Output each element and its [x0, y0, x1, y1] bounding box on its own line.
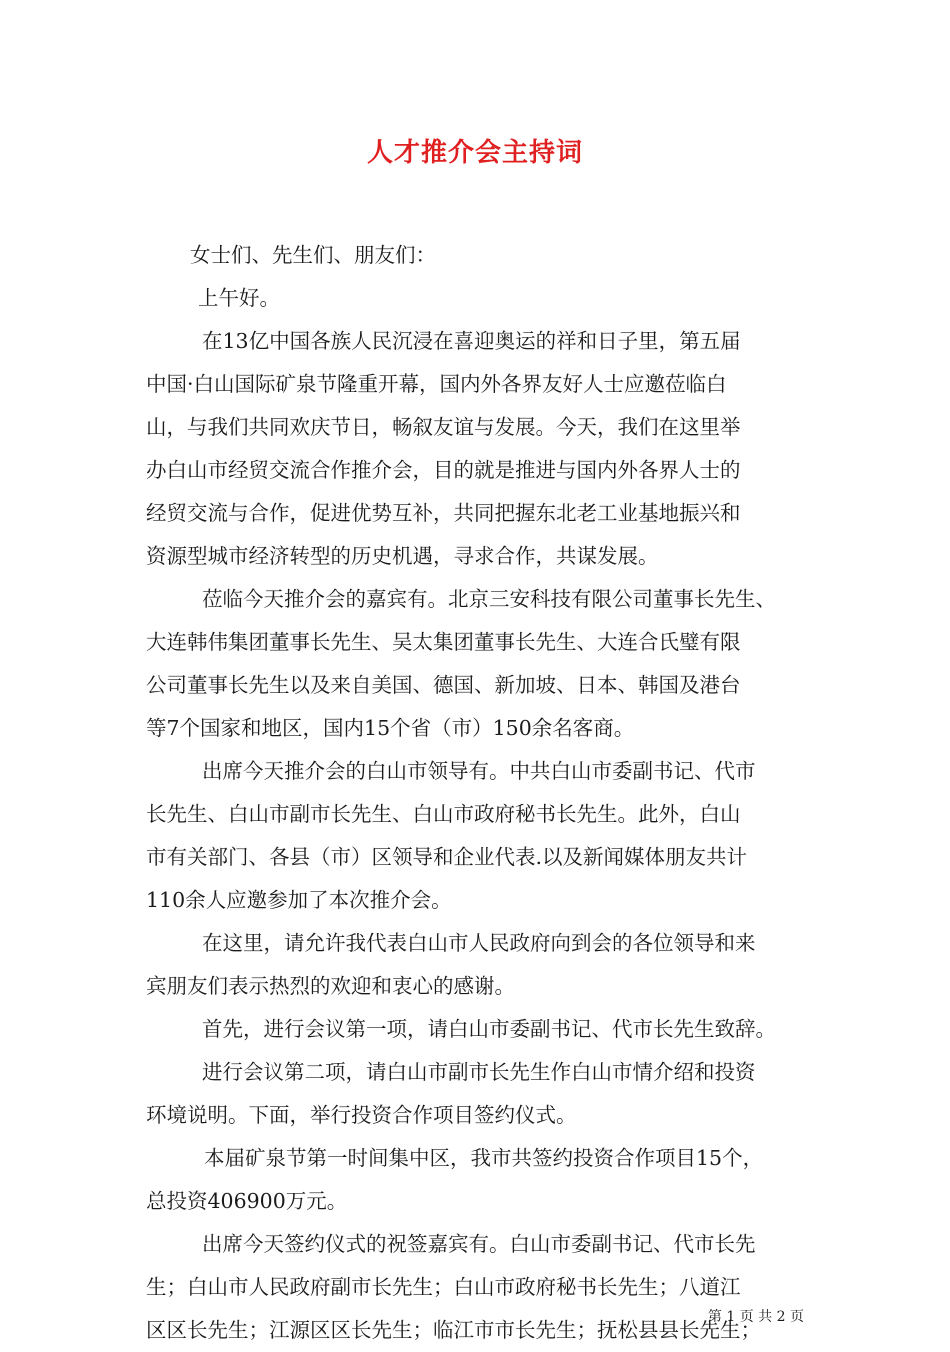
page-number — [708, 1306, 804, 1326]
paragraph-line: 中国·白山国际矿泉节隆重开幕，国内外各界友好人士应邀莅临白 — [146, 372, 727, 396]
paragraph-line: 生；白山市人民政府副市长先生；白山市政府秘书长先生；八道江 — [146, 1275, 741, 1299]
paragraph-line: 110余人应邀参加了本次推介会。 — [146, 888, 452, 912]
paragraph-line: 莅临今天推介会的嘉宾有。北京三安科技有限公司董事长先生、 — [202, 587, 776, 611]
paragraph-line: 公司董事长先生以及来自美国、德国、新加坡、日本、韩国及港台 — [146, 673, 741, 697]
paragraph-line: 经贸交流与合作，促进优势互补，共同把握东北老工业基地振兴和 — [146, 501, 741, 525]
paragraph-line: 市有关部门、各县（市）区领导和企业代表.以及新闻媒体朋友共计 — [146, 845, 748, 869]
paragraph-line: 办白山市经贸交流合作推介会，目的就是推进与国内外各界人士的 — [146, 458, 741, 482]
page-number-label: 第 1 页 共 2 页 — [707, 1309, 804, 1325]
paragraph-line: 在13亿中国各族人民沉浸在喜迎奥运的祥和日子里，第五届 — [202, 329, 741, 353]
paragraph-line: 本届矿泉节第一时间集中区，我市共签约投资合作项目15个， — [204, 1146, 764, 1170]
paragraph-line: 资源型城市经济转型的历史机遇，寻求合作，共谋发展。 — [146, 544, 659, 568]
paragraph-line: 进行会议第二项，请白山市副市长先生作白山市情介绍和投资 — [202, 1060, 756, 1084]
paragraph-line: 等7个国家和地区，国内15个省（市）150余名客商。 — [146, 716, 635, 740]
paragraph-line: 环境说明。下面，举行投资合作项目签约仪式。 — [146, 1103, 577, 1127]
document-body — [146, 234, 810, 1352]
paragraph-line: 山，与我们共同欢庆节日，畅叙友谊与发展。今天，我们在这里举 — [146, 415, 741, 439]
paragraph-line: 出席今天推介会的白山市领导有。中共白山市委副书记、代市 — [202, 759, 756, 783]
paragraph-line: 在这里，请允许我代表白山市人民政府向到会的各位领导和来 — [202, 931, 756, 955]
paragraph-line: 区区长先生；江源区区长先生；临江市市长先生；抚松县县长先生； — [146, 1318, 761, 1342]
document-title: 人才推介会主持词 — [366, 138, 583, 168]
paragraph-line: 首先，进行会议第一项，请白山市委副书记、代市长先生致辞。 — [202, 1017, 776, 1041]
paragraph-line: 大连韩伟集团董事长先生、吴太集团董事长先生、大连合氏璧有限 — [146, 630, 741, 654]
greeting-line: 上午好。 — [198, 286, 280, 310]
paragraph-line: 宾朋友们表示热烈的欢迎和衷心的感谢。 — [146, 974, 515, 998]
paragraph-line: 长先生、白山市副市长先生、白山市政府秘书长先生。此外，白山 — [146, 802, 741, 826]
paragraph-line: 总投资406900万元。 — [146, 1189, 348, 1213]
greeting-line: 女士们、先生们、朋友们： — [190, 243, 436, 267]
paragraph-line: 出席今天签约仪式的祝签嘉宾有。白山市委副书记、代市长先 — [202, 1232, 756, 1256]
